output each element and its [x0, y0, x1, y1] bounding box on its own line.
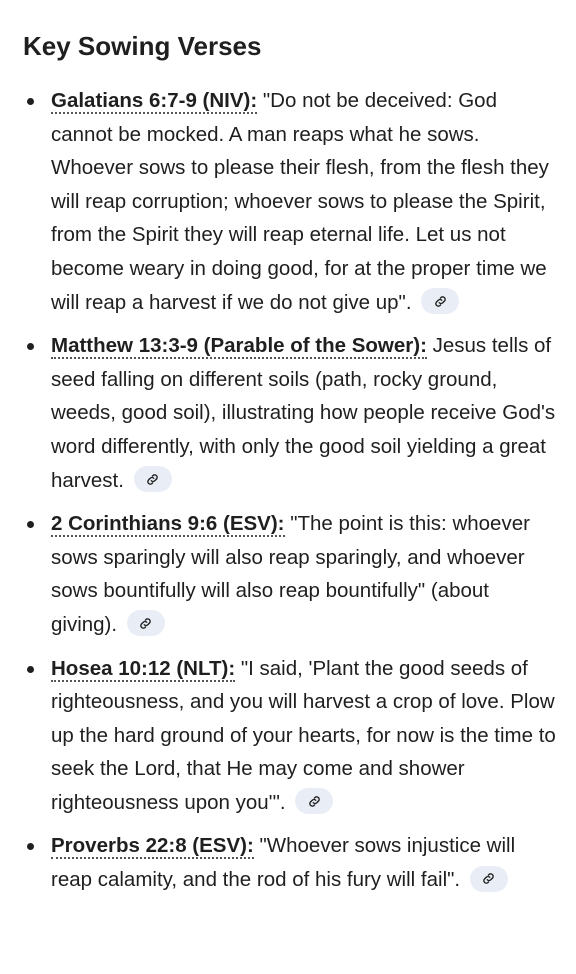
source-link-button[interactable] [134, 466, 172, 492]
link-icon [307, 794, 322, 809]
verse-reference-link[interactable]: Galatians 6:7-9 (NIV): [51, 89, 258, 112]
verse-list [23, 84, 560, 897]
link-icon [433, 294, 448, 309]
bullet [27, 98, 34, 105]
source-link-button[interactable] [421, 288, 459, 314]
source-link-button[interactable] [295, 788, 333, 814]
bullet [27, 343, 34, 350]
bullet [27, 843, 34, 850]
list-item [23, 84, 560, 319]
bullet [27, 521, 34, 528]
verse-reference-link[interactable]: Matthew 13:3-9 (Parable of the Sower): [51, 334, 427, 358]
link-icon [481, 871, 496, 886]
list-item [23, 507, 560, 641]
link-icon [138, 616, 153, 631]
list-item [23, 329, 560, 497]
verse-text: "Do not be deceived: God cannot be mocked. A man reaps what he sows. Whoever sows to please their flesh, from the flesh they will reap corruption; whoever sows to please the Spirit, from the Spirit they will reap eternal life. Let us not become weary in doing good, for at the proper time we will reap a harvest if we do not give up". [51, 89, 549, 314]
bullet [27, 666, 34, 673]
verse-reference-link[interactable]: Hosea 10:12 (NLT): [51, 656, 236, 680]
list-item [23, 652, 560, 820]
link-icon [145, 472, 160, 487]
verse-text: "I said, 'Plant the good seeds of righteousness, and you will harvest a crop of love. Plow up the hard ground of your hearts, for now is the time to seek the Lord, that He may come and shower righteousness upon you'". [51, 656, 556, 814]
verse-reference-link[interactable]: 2 Corinthians 9:6 (ESV): [51, 512, 285, 536]
verse-text: Jesus tells of seed falling on different soils (path, rocky ground, weeds, good soil), illustrating how people receive God's word differently, with only the good soil yielding a great harvest. [51, 334, 556, 492]
verse-text: "Whoever sows injustice will reap calamity, and the rod of his fury will fail". [51, 834, 516, 892]
verse-reference-link[interactable]: Proverbs 22:8 (ESV): [51, 834, 254, 858]
section-heading: Key Sowing Verses [23, 31, 262, 61]
source-link-button[interactable] [470, 866, 508, 892]
verse-text: "The point is this: whoever sows sparingly will also reap sparingly, and whoever sows bountifully will also reap bountifully" (about giving). [51, 512, 530, 636]
list-item [23, 829, 560, 896]
source-link-button[interactable] [127, 610, 165, 636]
